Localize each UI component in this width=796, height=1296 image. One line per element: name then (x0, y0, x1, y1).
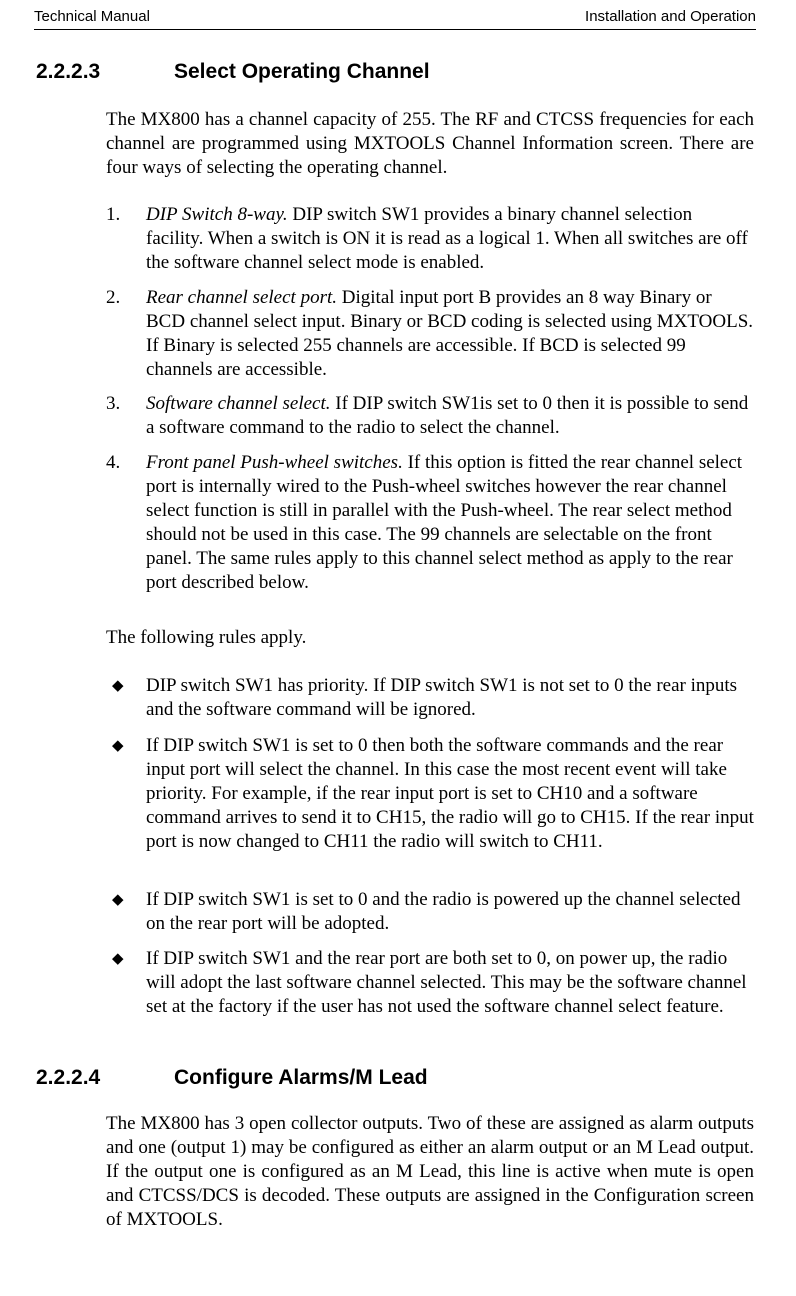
list-item-lead: Front panel Push-wheel switches. (146, 452, 403, 473)
list-item-body: If this option is fitted the rear channel select port is internally wired to the Push-wheel switches however the rear channel select function is still in parallel with the Push-wheel. The rear select method should not be used in this case. The 99 channels are selectable on the front panel. The same rules apply to this channel select method as apply to the rear port described below. (146, 452, 743, 593)
section-number: 2.2.2.4 (36, 1066, 101, 1089)
list-item-body: If DIP switch SW1is set to 0 then it is possible to send a software command to the radio to select the channel. (146, 393, 749, 438)
list-item-text (146, 392, 754, 440)
rule-text: If DIP switch SW1 is set to 0 then both the software commands and the rear input port will select the channel. In this case the most recent event will take priority. For example, if the rear input port is set to CH10 and a software command arrives to send it to CH15, the radio will go to CH15. If the rear input port is now changed to CH11 the radio will switch to CH11. (146, 735, 754, 852)
rule-text: If DIP switch SW1 and the rear port are both set to 0, on power up, the radio will adopt the last software channel selected. This may be the software channel set at the factory if the user has not used the software channel select feature. (146, 948, 747, 1017)
section-title: Select Operating Channel (174, 60, 430, 83)
diamond-bullet-icon: ◆ (112, 892, 124, 908)
page-header (34, 8, 756, 29)
list-number: 4. (106, 452, 121, 473)
list-item-lead: Rear channel select port. (146, 287, 338, 308)
list-item-body: Digital input port B provides an 8 way Binary or BCD channel select input. Binary or BCD coding is selected using MXTOOLS. If Binary is selected 255 channels are accessible. If BCD is selected 99 channels are accessible. (146, 287, 754, 380)
diamond-bullet-icon: ◆ (112, 951, 124, 967)
alarms-paragraph: The MX800 has 3 open collector outputs. Two of these are assigned as alarm outputs and one (output 1) may be configured as either an alarm output or an M Lead output. If the output one is configured as an M Lead, this line is active when mute is open and CTCSS/DCS is decoded. These outputs are assigned in the Configuration screen of MXTOOLS. (106, 1113, 754, 1230)
list-item-text (146, 203, 754, 275)
list-item-lead: Software channel select. (146, 393, 331, 414)
list-number: 1. (106, 204, 121, 225)
diamond-bullet-icon: ◆ (112, 738, 124, 754)
section-title: Configure Alarms/M Lead (174, 1066, 428, 1089)
list-item-text (146, 286, 754, 382)
intro-paragraph: The MX800 has a channel capacity of 255. The RF and CTCSS frequencies for each channel are programmed using MXTOOLS Channel Information screen. There are four ways of selecting the operating channel. (106, 109, 754, 178)
section-number: 2.2.2.3 (36, 60, 101, 83)
rule-text: If DIP switch SW1 is set to 0 and the radio is powered up the channel selected on the rear port will be adopted. (146, 889, 741, 934)
header-section-title: Installation and Operation (585, 8, 756, 25)
list-item-text (146, 451, 754, 595)
list-number: 2. (106, 287, 121, 308)
diamond-bullet-icon: ◆ (112, 678, 124, 694)
rules-intro: The following rules apply. (106, 627, 307, 648)
list-item-lead: DIP Switch 8-way. (146, 204, 288, 225)
header-rule (34, 29, 756, 30)
list-number: 3. (106, 393, 121, 414)
rule-text: DIP switch SW1 has priority. If DIP switch SW1 is not set to 0 the rear inputs and the software command will be ignored. (146, 675, 738, 720)
list-item-body: DIP switch SW1 provides a binary channel selection facility. When a switch is ON it is read as a logical 1. When all switches are off the software channel select mode is enabled. (146, 204, 748, 273)
header-manual-title: Technical Manual (34, 8, 150, 25)
